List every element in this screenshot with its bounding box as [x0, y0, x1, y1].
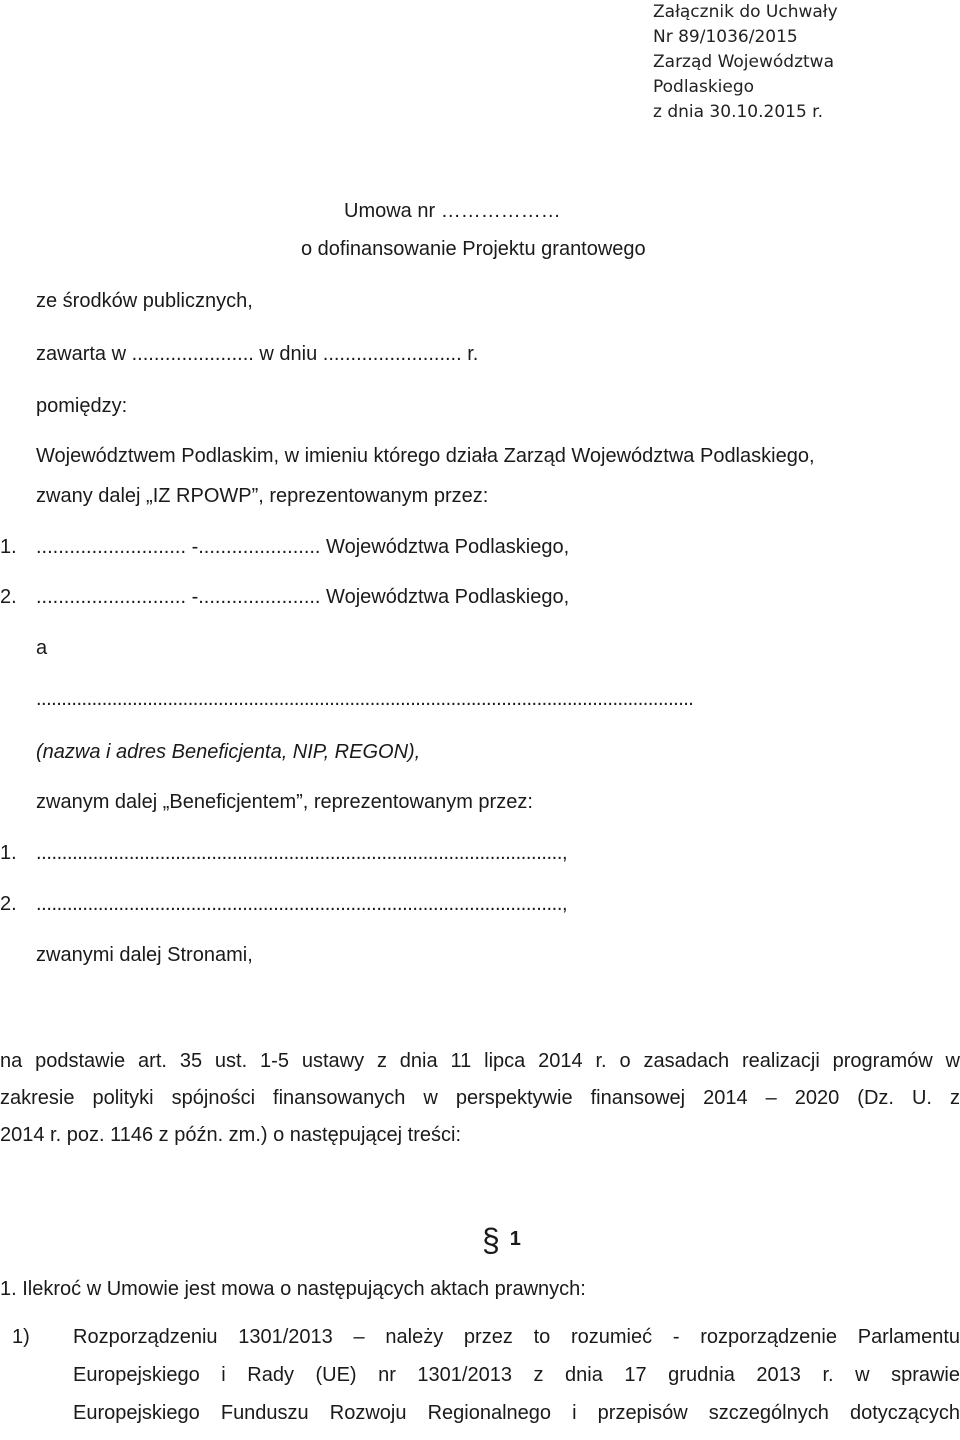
between-label: pomiędzy:	[36, 395, 128, 417]
section-point: 1. Ilekroć w Umowie jest mowa o następujących aktach prawnych:	[0, 1278, 586, 1300]
and-label: a	[36, 637, 48, 659]
definition-item-number: 1)	[12, 1326, 30, 1348]
beneficiary-called: zwanym dalej „Beneficjentem”, reprezentowanym przez:	[36, 791, 533, 813]
legal-basis-line: 2014 r. poz. 1146 z późn. zm.) o następującej treści:	[0, 1124, 461, 1146]
beneficiary-blank: ..................................................................................................................................	[36, 688, 694, 710]
attachment-line: Zarząd Województwa	[653, 52, 834, 72]
party1-line: Województwem Podlaskim, w imieniu którego działa Zarząd Województwa Podlaskiego,	[36, 445, 815, 467]
attachment-note	[653, 0, 953, 125]
concluded-line: zawarta w ...................... w dniu ......................... r.	[36, 343, 479, 365]
representative-number: 2.	[0, 586, 17, 608]
definition-line: Rozporządzeniu 1301/2013 – należy przez to rozumieć - rozporządzenie Parlamentu	[73, 1326, 960, 1348]
contract-title: Umowa nr ………………	[344, 200, 561, 222]
representative-line: ........................... -...................... Województwa Podlaskiego,	[36, 536, 570, 558]
representative-line: ........................... -...................... Województwa Podlaskiego,	[36, 586, 570, 608]
beneficiary-rep-line: ......................................................................................................,	[36, 842, 568, 864]
attachment-line: Załącznik do Uchwały	[653, 2, 838, 22]
legal-basis-line: zakresie polityki spójności finansowanych w perspektywie finansowej 2014 – 2020 (Dz. U. z	[0, 1087, 960, 1109]
section-symbol: §	[482, 1222, 500, 1258]
section-number: 1	[509, 1228, 521, 1250]
contract-subtitle: o dofinansowanie Projektu grantowego	[301, 238, 646, 260]
beneficiary-rep-line: ......................................................................................................,	[36, 893, 568, 915]
party1-line: zwany dalej „IZ RPOWP”, reprezentowanym przez:	[36, 485, 489, 507]
representative-number: 1.	[0, 536, 17, 558]
funding-source: ze środków publicznych,	[36, 290, 253, 312]
beneficiary-rep-number: 1.	[0, 842, 17, 864]
attachment-line: Nr 89/1036/2015	[653, 27, 798, 47]
attachment-line: Podlaskiego	[653, 77, 755, 97]
beneficiary-hint: (nazwa i adres Beneficjenta, NIP, REGON),	[36, 741, 421, 763]
definition-line: Europejskiego i Rady (UE) nr 1301/2013 z dnia 17 grudnia 2013 r. w sprawie	[73, 1364, 960, 1386]
section-heading	[482, 1222, 521, 1259]
legal-basis-line: na podstawie art. 35 ust. 1-5 ustawy z dnia 11 lipca 2014 r. o zasadach realizacji programów w	[0, 1050, 960, 1072]
beneficiary-rep-number: 2.	[0, 893, 17, 915]
legal-basis	[0, 1043, 960, 1154]
definition-item-text	[73, 1326, 960, 1440]
attachment-line: z dnia 30.10.2015 r.	[653, 102, 824, 122]
definition-line: Europejskiego Funduszu Rozwoju Regionalnego i przepisów szczególnych dotyczących	[73, 1402, 960, 1424]
parties-label: zwanymi dalej Stronami,	[36, 944, 253, 966]
